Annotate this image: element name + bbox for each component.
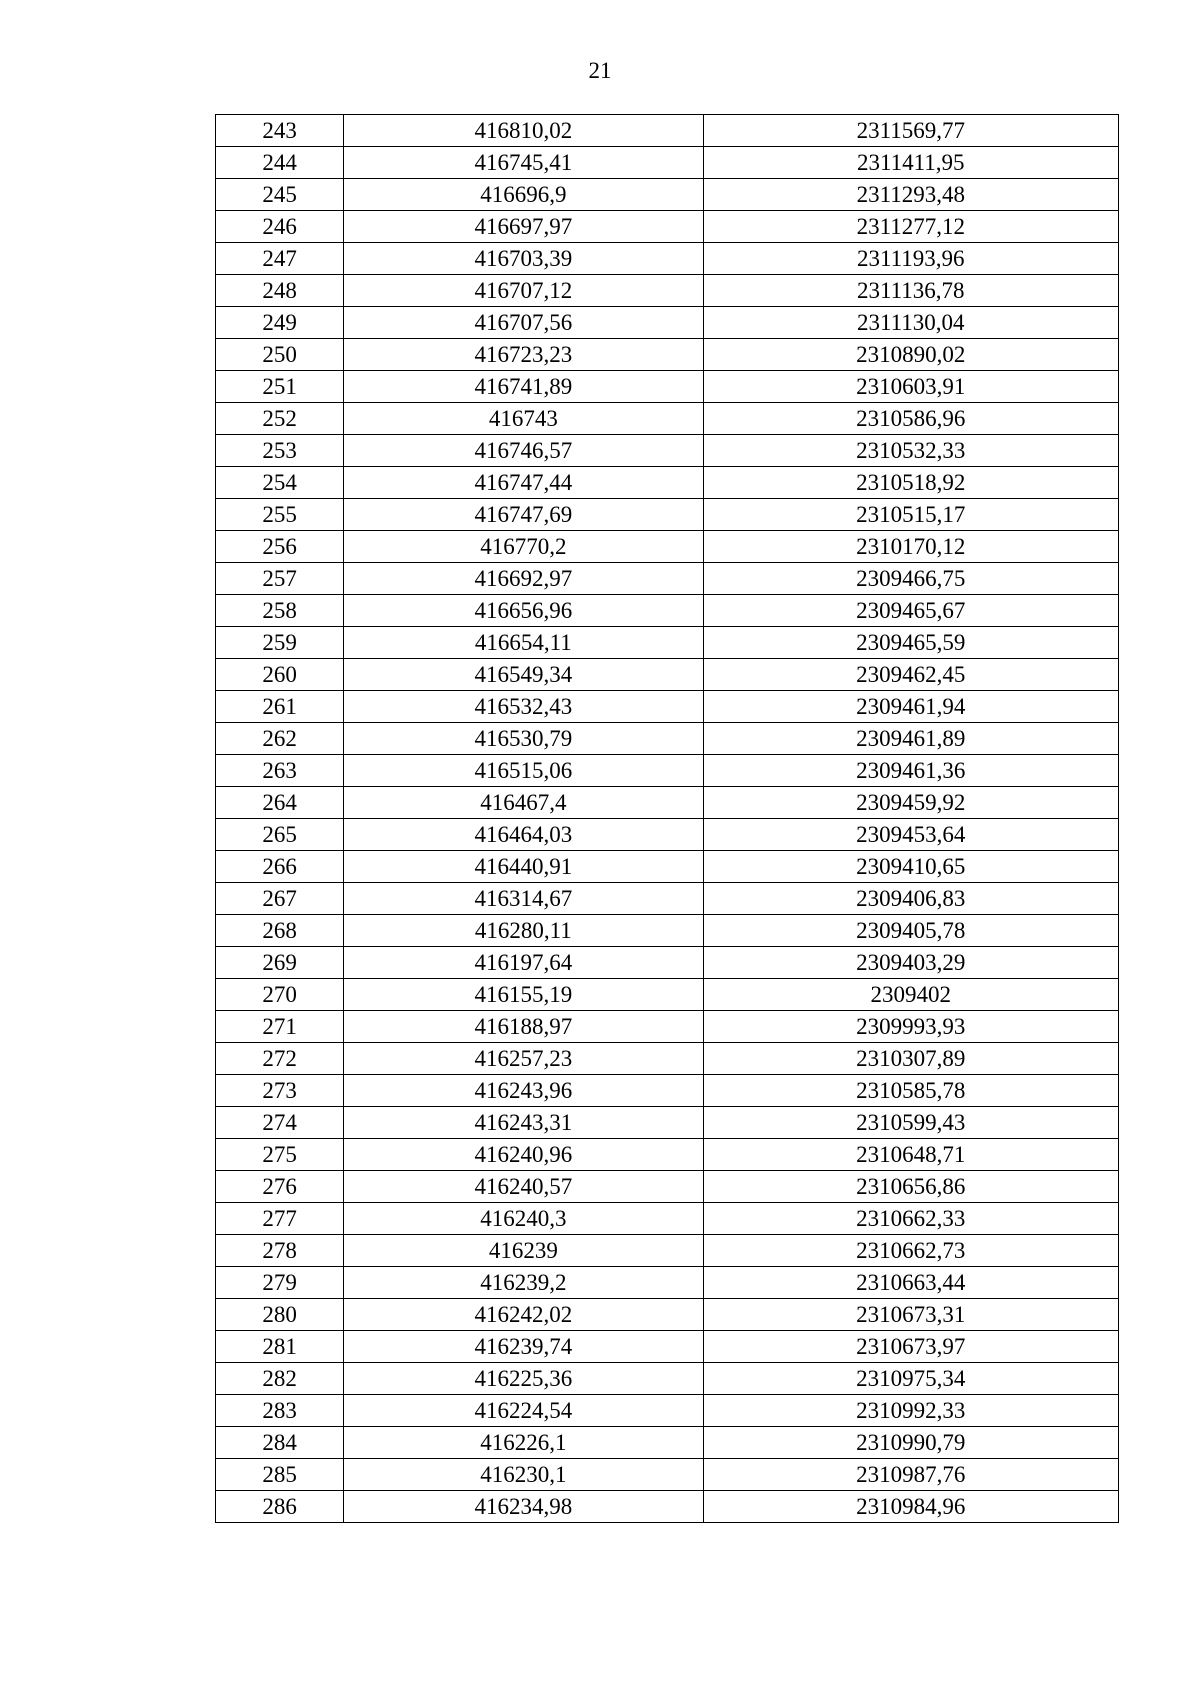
- table-row: [216, 115, 1119, 147]
- y-coordinate-cell: 2310599,43: [703, 1107, 1118, 1139]
- x-coordinate-cell: 416314,67: [344, 883, 703, 915]
- x-coordinate-cell: 416234,98: [344, 1491, 703, 1523]
- table-row: [216, 627, 1119, 659]
- table-row: [216, 531, 1119, 563]
- table-row: [216, 1171, 1119, 1203]
- y-coordinate-cell: 2309466,75: [703, 563, 1118, 595]
- table-row: [216, 851, 1119, 883]
- y-coordinate-cell: 2310990,79: [703, 1427, 1118, 1459]
- x-coordinate-cell: 416243,96: [344, 1075, 703, 1107]
- table-row: [216, 1235, 1119, 1267]
- y-coordinate-cell: 2310603,91: [703, 371, 1118, 403]
- table-row: [216, 1267, 1119, 1299]
- table-row: [216, 1459, 1119, 1491]
- point-number-cell: 243: [216, 115, 344, 147]
- x-coordinate-cell: 416654,11: [344, 627, 703, 659]
- point-number-cell: 282: [216, 1363, 344, 1395]
- x-coordinate-cell: 416280,11: [344, 915, 703, 947]
- table-row: [216, 1139, 1119, 1171]
- table-row: [216, 1203, 1119, 1235]
- x-coordinate-cell: 416549,34: [344, 659, 703, 691]
- y-coordinate-cell: 2311293,48: [703, 179, 1118, 211]
- point-number-cell: 246: [216, 211, 344, 243]
- y-coordinate-cell: 2310170,12: [703, 531, 1118, 563]
- table-row: [216, 1107, 1119, 1139]
- x-coordinate-cell: 416656,96: [344, 595, 703, 627]
- point-number-cell: 258: [216, 595, 344, 627]
- point-number-cell: 267: [216, 883, 344, 915]
- y-coordinate-cell: 2311277,12: [703, 211, 1118, 243]
- coordinates-table: [215, 114, 1119, 1523]
- x-coordinate-cell: 416697,97: [344, 211, 703, 243]
- y-coordinate-cell: 2311136,78: [703, 275, 1118, 307]
- table-row: [216, 403, 1119, 435]
- table-row: [216, 1299, 1119, 1331]
- table-row: [216, 179, 1119, 211]
- x-coordinate-cell: 416243,31: [344, 1107, 703, 1139]
- point-number-cell: 270: [216, 979, 344, 1011]
- table-row: [216, 1395, 1119, 1427]
- y-coordinate-cell: 2310890,02: [703, 339, 1118, 371]
- point-number-cell: 260: [216, 659, 344, 691]
- table-row: [216, 1331, 1119, 1363]
- y-coordinate-cell: 2311411,95: [703, 147, 1118, 179]
- x-coordinate-cell: 416746,57: [344, 435, 703, 467]
- x-coordinate-cell: 416747,44: [344, 467, 703, 499]
- y-coordinate-cell: 2309406,83: [703, 883, 1118, 915]
- point-number-cell: 262: [216, 723, 344, 755]
- y-coordinate-cell: 2311569,77: [703, 115, 1118, 147]
- y-coordinate-cell: 2310984,96: [703, 1491, 1118, 1523]
- point-number-cell: 261: [216, 691, 344, 723]
- table-row: [216, 1491, 1119, 1523]
- y-coordinate-cell: 2311130,04: [703, 307, 1118, 339]
- y-coordinate-cell: 2309410,65: [703, 851, 1118, 883]
- table-row: [216, 563, 1119, 595]
- x-coordinate-cell: 416530,79: [344, 723, 703, 755]
- table-row: [216, 755, 1119, 787]
- page-number: 21: [588, 58, 612, 83]
- x-coordinate-cell: 416770,2: [344, 531, 703, 563]
- x-coordinate-cell: 416745,41: [344, 147, 703, 179]
- point-number-cell: 244: [216, 147, 344, 179]
- point-number-cell: 285: [216, 1459, 344, 1491]
- y-coordinate-cell: 2309465,67: [703, 595, 1118, 627]
- x-coordinate-cell: 416723,23: [344, 339, 703, 371]
- table-row: [216, 467, 1119, 499]
- table-row: [216, 723, 1119, 755]
- y-coordinate-cell: 2309465,59: [703, 627, 1118, 659]
- point-number-cell: 280: [216, 1299, 344, 1331]
- x-coordinate-cell: 416747,69: [344, 499, 703, 531]
- point-number-cell: 284: [216, 1427, 344, 1459]
- point-number-cell: 248: [216, 275, 344, 307]
- y-coordinate-cell: 2310656,86: [703, 1171, 1118, 1203]
- table-row: [216, 499, 1119, 531]
- point-number-cell: 245: [216, 179, 344, 211]
- x-coordinate-cell: 416240,96: [344, 1139, 703, 1171]
- x-coordinate-cell: 416224,54: [344, 1395, 703, 1427]
- y-coordinate-cell: 2310648,71: [703, 1139, 1118, 1171]
- table-row: [216, 1363, 1119, 1395]
- point-number-cell: 274: [216, 1107, 344, 1139]
- y-coordinate-cell: 2309462,45: [703, 659, 1118, 691]
- point-number-cell: 281: [216, 1331, 344, 1363]
- y-coordinate-cell: 2310673,97: [703, 1331, 1118, 1363]
- y-coordinate-cell: 2310663,44: [703, 1267, 1118, 1299]
- point-number-cell: 279: [216, 1267, 344, 1299]
- table-row: [216, 371, 1119, 403]
- y-coordinate-cell: 2309461,94: [703, 691, 1118, 723]
- point-number-cell: 255: [216, 499, 344, 531]
- x-coordinate-cell: 416239,74: [344, 1331, 703, 1363]
- y-coordinate-cell: 2310662,73: [703, 1235, 1118, 1267]
- x-coordinate-cell: 416155,19: [344, 979, 703, 1011]
- table-row: [216, 691, 1119, 723]
- y-coordinate-cell: 2309461,36: [703, 755, 1118, 787]
- x-coordinate-cell: 416239: [344, 1235, 703, 1267]
- table-row: [216, 979, 1119, 1011]
- point-number-cell: 256: [216, 531, 344, 563]
- x-coordinate-cell: 416240,3: [344, 1203, 703, 1235]
- y-coordinate-cell: 2310586,96: [703, 403, 1118, 435]
- x-coordinate-cell: 416707,56: [344, 307, 703, 339]
- point-number-cell: 249: [216, 307, 344, 339]
- point-number-cell: 250: [216, 339, 344, 371]
- y-coordinate-cell: 2310518,92: [703, 467, 1118, 499]
- x-coordinate-cell: 416810,02: [344, 115, 703, 147]
- table-row: [216, 243, 1119, 275]
- point-number-cell: 286: [216, 1491, 344, 1523]
- table-row: [216, 147, 1119, 179]
- x-coordinate-cell: 416696,9: [344, 179, 703, 211]
- point-number-cell: 278: [216, 1235, 344, 1267]
- point-number-cell: 273: [216, 1075, 344, 1107]
- coordinates-table-body: [216, 115, 1119, 1523]
- x-coordinate-cell: 416703,39: [344, 243, 703, 275]
- table-row: [216, 1075, 1119, 1107]
- y-coordinate-cell: 2310307,89: [703, 1043, 1118, 1075]
- y-coordinate-cell: 2311193,96: [703, 243, 1118, 275]
- y-coordinate-cell: 2310515,17: [703, 499, 1118, 531]
- y-coordinate-cell: 2309993,93: [703, 1011, 1118, 1043]
- point-number-cell: 275: [216, 1139, 344, 1171]
- x-coordinate-cell: 416743: [344, 403, 703, 435]
- x-coordinate-cell: 416230,1: [344, 1459, 703, 1491]
- y-coordinate-cell: 2309405,78: [703, 915, 1118, 947]
- y-coordinate-cell: 2310585,78: [703, 1075, 1118, 1107]
- y-coordinate-cell: 2309453,64: [703, 819, 1118, 851]
- table-row: [216, 1011, 1119, 1043]
- point-number-cell: 266: [216, 851, 344, 883]
- x-coordinate-cell: 416240,57: [344, 1171, 703, 1203]
- y-coordinate-cell: 2310975,34: [703, 1363, 1118, 1395]
- point-number-cell: 247: [216, 243, 344, 275]
- x-coordinate-cell: 416707,12: [344, 275, 703, 307]
- x-coordinate-cell: 416226,1: [344, 1427, 703, 1459]
- point-number-cell: 259: [216, 627, 344, 659]
- table-row: [216, 275, 1119, 307]
- point-number-cell: 254: [216, 467, 344, 499]
- y-coordinate-cell: 2310673,31: [703, 1299, 1118, 1331]
- x-coordinate-cell: 416239,2: [344, 1267, 703, 1299]
- point-number-cell: 263: [216, 755, 344, 787]
- table-row: [216, 883, 1119, 915]
- point-number-cell: 251: [216, 371, 344, 403]
- point-number-cell: 257: [216, 563, 344, 595]
- x-coordinate-cell: 416225,36: [344, 1363, 703, 1395]
- y-coordinate-cell: 2310662,33: [703, 1203, 1118, 1235]
- table-row: [216, 787, 1119, 819]
- point-number-cell: 268: [216, 915, 344, 947]
- y-coordinate-cell: 2309403,29: [703, 947, 1118, 979]
- y-coordinate-cell: 2309461,89: [703, 723, 1118, 755]
- table-row: [216, 595, 1119, 627]
- y-coordinate-cell: 2309459,92: [703, 787, 1118, 819]
- x-coordinate-cell: 416440,91: [344, 851, 703, 883]
- x-coordinate-cell: 416515,06: [344, 755, 703, 787]
- table-row: [216, 659, 1119, 691]
- table-row: [216, 819, 1119, 851]
- point-number-cell: 265: [216, 819, 344, 851]
- table-row: [216, 947, 1119, 979]
- point-number-cell: 271: [216, 1011, 344, 1043]
- table-row: [216, 211, 1119, 243]
- table-row: [216, 915, 1119, 947]
- point-number-cell: 252: [216, 403, 344, 435]
- y-coordinate-cell: 2309402: [703, 979, 1118, 1011]
- x-coordinate-cell: 416464,03: [344, 819, 703, 851]
- point-number-cell: 269: [216, 947, 344, 979]
- x-coordinate-cell: 416257,23: [344, 1043, 703, 1075]
- x-coordinate-cell: 416467,4: [344, 787, 703, 819]
- x-coordinate-cell: 416242,02: [344, 1299, 703, 1331]
- point-number-cell: 283: [216, 1395, 344, 1427]
- x-coordinate-cell: 416741,89: [344, 371, 703, 403]
- table-row: [216, 339, 1119, 371]
- point-number-cell: 276: [216, 1171, 344, 1203]
- point-number-cell: 264: [216, 787, 344, 819]
- table-row: [216, 435, 1119, 467]
- x-coordinate-cell: 416188,97: [344, 1011, 703, 1043]
- point-number-cell: 253: [216, 435, 344, 467]
- y-coordinate-cell: 2310532,33: [703, 435, 1118, 467]
- x-coordinate-cell: 416692,97: [344, 563, 703, 595]
- point-number-cell: 277: [216, 1203, 344, 1235]
- y-coordinate-cell: 2310992,33: [703, 1395, 1118, 1427]
- point-number-cell: 272: [216, 1043, 344, 1075]
- y-coordinate-cell: 2310987,76: [703, 1459, 1118, 1491]
- x-coordinate-cell: 416197,64: [344, 947, 703, 979]
- table-row: [216, 1043, 1119, 1075]
- table-row: [216, 307, 1119, 339]
- x-coordinate-cell: 416532,43: [344, 691, 703, 723]
- table-row: [216, 1427, 1119, 1459]
